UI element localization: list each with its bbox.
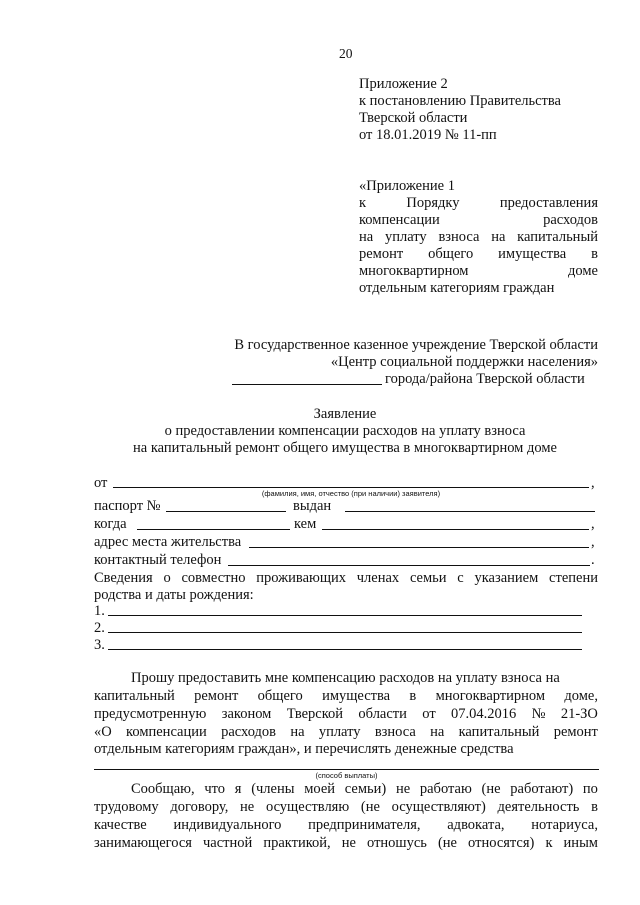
from-field-line[interactable] [113, 487, 589, 488]
word: № [531, 706, 546, 722]
issued-field-line[interactable] [345, 511, 595, 512]
appendix-line-5 [359, 246, 598, 263]
family-info-line-1 [94, 570, 598, 587]
family-item-3-number: 3. [94, 637, 105, 653]
addressee-line-3: города/района Тверской области [385, 371, 585, 387]
word: в [591, 799, 598, 815]
word: работают) [510, 781, 574, 797]
request-line-3 [94, 706, 598, 723]
by-whom-comma: , [591, 516, 595, 532]
issued-label: выдан [293, 498, 332, 514]
phone-label: контактный телефон [94, 552, 222, 568]
word: 21-ЗО [560, 706, 598, 722]
address-field-line[interactable] [249, 547, 589, 548]
word: взноса [438, 229, 480, 245]
when-field-line[interactable] [137, 529, 290, 530]
word: (не [481, 781, 501, 797]
statement-line-2 [94, 799, 598, 816]
passport-label: паспорт № [94, 498, 161, 514]
passport-number-field-line[interactable] [166, 511, 286, 512]
word: ремонт [194, 688, 239, 704]
word: расходов [543, 212, 598, 228]
word: капитальный [458, 724, 540, 740]
word: имущества [322, 688, 391, 704]
word: иным [563, 835, 598, 851]
family-item-1-number: 1. [94, 603, 105, 619]
word: договору, [170, 799, 229, 815]
word: совместно [181, 570, 246, 586]
word: ремонт [359, 246, 404, 262]
addressee-line-1: В государственное казенное учреждение Тверской области [234, 337, 598, 353]
word: общего [257, 688, 303, 704]
from-hint: (фамилия, имя, отчество (при наличии) заявителя) [261, 489, 441, 498]
header-line-3: Тверской области [359, 110, 468, 126]
word: практикой, [263, 835, 331, 851]
statement-line-3 [94, 817, 598, 834]
word: занимающегося [94, 835, 192, 851]
word: семьи) [344, 781, 387, 797]
word: расходов [221, 724, 277, 740]
word: (не [437, 835, 457, 851]
statement-line-1 [131, 781, 598, 798]
word: Сведения [94, 570, 153, 586]
word: доме, [564, 688, 598, 704]
word: (не [360, 799, 380, 815]
word: «О [94, 724, 112, 740]
family-item-2-line[interactable] [108, 632, 582, 633]
statement-line-4 [94, 835, 598, 852]
word: к [545, 835, 553, 851]
word: Порядку [406, 195, 460, 211]
family-item-3-line[interactable] [108, 649, 582, 650]
address-comma: , [591, 534, 595, 550]
word: области [358, 706, 407, 722]
word: Сообщаю, [131, 781, 195, 797]
word: индивидуального [173, 817, 282, 833]
request-line-2 [94, 688, 598, 705]
word: уплату [318, 724, 361, 740]
by-whom-field-line[interactable] [322, 529, 589, 530]
phone-field-line[interactable] [228, 565, 590, 566]
word: членах [356, 570, 400, 586]
word: предусмотренную [94, 706, 207, 722]
when-label: когда [94, 516, 127, 532]
word: указанием [474, 570, 539, 586]
document-subtitle-1: о предоставлении компенсации расходов на уплату взноса [164, 423, 526, 439]
request-line-1: Прошу предоставить мне компенсацию расходов на уплату взноса на [131, 670, 560, 686]
word: уплату [384, 229, 427, 245]
phone-period: . [591, 552, 595, 568]
word: многоквартирном [359, 263, 469, 279]
word: на [359, 229, 374, 245]
family-item-1-line[interactable] [108, 615, 582, 616]
word: степени [549, 570, 598, 586]
word: имущества [498, 246, 567, 262]
word: на [491, 229, 506, 245]
word: нотариуса, [531, 817, 598, 833]
word: ремонт [553, 724, 598, 740]
addressee-line-2: «Центр социальной поддержки населения» [330, 354, 598, 370]
word: адвоката, [447, 817, 505, 833]
word: качестве [94, 817, 147, 833]
word: в [409, 688, 417, 704]
word: предоставления [499, 195, 598, 211]
word: к [359, 195, 367, 211]
word: работаю [419, 781, 472, 797]
request-line-5: отдельным категориям граждан», и перечислять денежные средства [94, 741, 514, 757]
word: не [395, 781, 411, 797]
word: 07.04.2016 [451, 706, 517, 722]
by-whom-label: кем [294, 516, 317, 532]
word: о [163, 570, 171, 586]
request-line-4 [94, 724, 598, 741]
payment-method-field-line[interactable] [94, 769, 599, 770]
appendix-line-3 [359, 212, 598, 229]
word: капитальный [517, 229, 598, 245]
word: Тверской [286, 706, 344, 722]
word: частной [203, 835, 253, 851]
word: компенсации [126, 724, 207, 740]
word: отношусь [367, 835, 427, 851]
word: осуществляют) [391, 799, 486, 815]
appendix-line-4 [359, 229, 598, 246]
word: в [591, 246, 598, 262]
word: не [240, 799, 255, 815]
word: доме [568, 263, 598, 279]
word: капитальный [94, 688, 175, 704]
appendix-line-7: отдельным категориям граждан [359, 280, 555, 296]
word: по [582, 781, 598, 797]
word: взноса [374, 724, 416, 740]
word: что [204, 781, 226, 797]
header-line-1: Приложение 2 [359, 76, 448, 92]
word: проживающих [256, 570, 347, 586]
page-number: 20 [339, 46, 353, 61]
document-title: Заявление [313, 406, 377, 422]
appendix-line-2 [359, 195, 598, 212]
word: не [341, 835, 356, 851]
word: многоквартирном [435, 688, 546, 704]
appendix-line-1: «Приложение 1 [359, 178, 455, 194]
word: осуществляю [265, 799, 350, 815]
word: я [234, 781, 242, 797]
address-label: адрес места жительства [94, 534, 242, 550]
document-subtitle-2: на капитальный ремонт общего имущества в многоквартирном доме [133, 440, 557, 456]
district-blank-line [232, 384, 382, 385]
word: трудовому [94, 799, 159, 815]
appendix-line-6 [359, 263, 598, 280]
word: законом [221, 706, 272, 722]
word: на [290, 724, 305, 740]
word: предпринимателя, [308, 817, 421, 833]
from-label: от [94, 475, 108, 491]
word: семьи [409, 570, 447, 586]
from-comma: , [591, 475, 595, 491]
word: компенсации [359, 212, 440, 228]
word: (члены [251, 781, 295, 797]
payment-method-hint: (способ выплаты) [315, 771, 378, 780]
word: с [457, 570, 464, 586]
word: от [422, 706, 436, 722]
header-line-2: к постановлению Правительства [359, 93, 561, 109]
word: моей [304, 781, 336, 797]
word: общего [428, 246, 474, 262]
family-item-2-number: 2. [94, 620, 105, 636]
family-info-line-2: родства и даты рождения: [94, 587, 254, 603]
word: на [430, 724, 445, 740]
header-line-4: от 18.01.2019 № 11-пп [359, 127, 497, 143]
word: деятельность [497, 799, 580, 815]
word: относятся) [468, 835, 535, 851]
